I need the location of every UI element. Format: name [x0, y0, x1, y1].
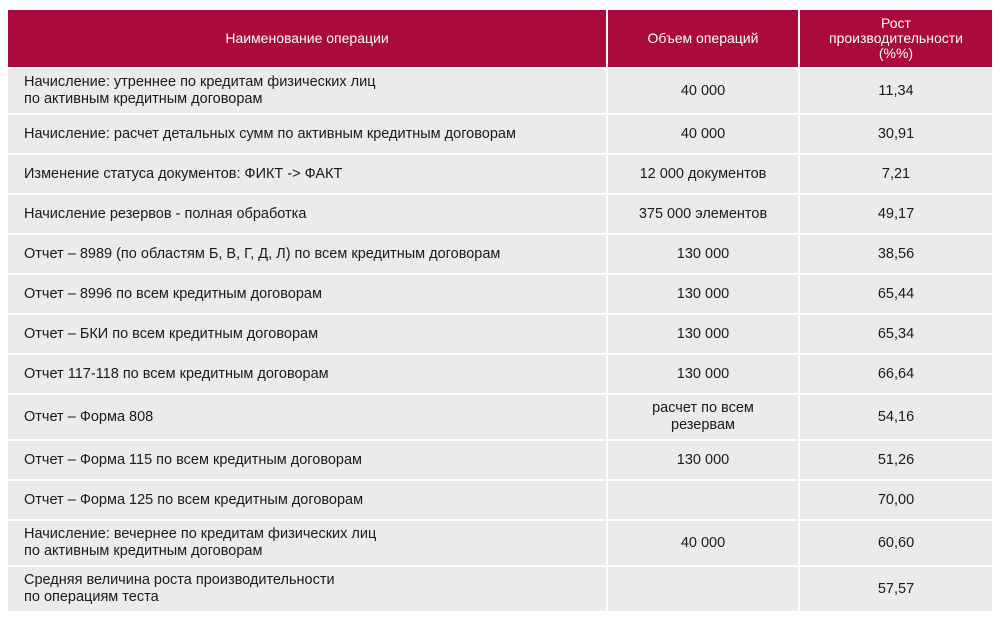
performance-growth-cell: 11,34 [800, 69, 992, 113]
operation-volume-cell: 40 000 [608, 521, 798, 565]
operation-volume-cell: 130 000 [608, 315, 798, 353]
table-row [8, 235, 992, 273]
operation-volume-cell: 130 000 [608, 441, 798, 479]
operation-volume-cell: 40 000 [608, 69, 798, 113]
performance-growth-cell: 60,60 [800, 521, 992, 565]
operation-name-cell: Отчет 117-118 по всем кредитным договорам [8, 355, 606, 393]
table-row [8, 195, 992, 233]
table-row [8, 395, 992, 439]
table-body [8, 69, 992, 611]
header-row [8, 10, 992, 67]
performance-growth-cell: 54,16 [800, 395, 992, 439]
operation-volume-cell: 130 000 [608, 235, 798, 273]
table-row [8, 115, 992, 153]
performance-growth-cell: 66,64 [800, 355, 992, 393]
performance-growth-cell: 65,34 [800, 315, 992, 353]
table-row [8, 355, 992, 393]
operation-volume-cell: 40 000 [608, 115, 798, 153]
header-growth-line2: производительности [829, 30, 963, 46]
operation-volume-cell: расчет по всем резервам [608, 395, 798, 439]
performance-growth-cell: 70,00 [800, 481, 992, 519]
operation-name-cell: Отчет – Форма 115 по всем кредитным договорам [8, 441, 606, 479]
performance-growth-cell: 65,44 [800, 275, 992, 313]
performance-growth-cell: 7,21 [800, 155, 992, 193]
operation-name-cell: Отчет – БКИ по всем кредитным договорам [8, 315, 606, 353]
header-operation-name: Наименование операции [8, 10, 606, 67]
header-performance-growth [800, 10, 992, 67]
table-row [8, 441, 992, 479]
table-row [8, 481, 992, 519]
operation-name-cell: Начисление резервов - полная обработка [8, 195, 606, 233]
header-operation-volume: Объем операций [608, 10, 798, 67]
performance-table-container [8, 10, 992, 613]
operation-name-cell: Отчет – Форма 808 [8, 395, 606, 439]
performance-growth-cell: 51,26 [800, 441, 992, 479]
operation-name-cell: Начисление: вечернее по кредитам физических лиц по активным кредитным договорам [8, 521, 606, 565]
operation-volume-cell [608, 567, 798, 611]
table-row [8, 275, 992, 313]
performance-table [6, 8, 994, 613]
performance-growth-cell: 30,91 [800, 115, 992, 153]
table-row [8, 567, 992, 611]
operation-name-cell: Изменение статуса документов: ФИКТ -> ФАКТ [8, 155, 606, 193]
table-row [8, 69, 992, 113]
operation-name-cell: Отчет – Форма 125 по всем кредитным договорам [8, 481, 606, 519]
header-growth-line1: Рост [881, 15, 911, 31]
operation-name-cell: Отчет – 8996 по всем кредитным договорам [8, 275, 606, 313]
operation-volume-cell: 12 000 документов [608, 155, 798, 193]
operation-name-cell: Отчет – 8989 (по областям Б, В, Г, Д, Л) по всем кредитным договорам [8, 235, 606, 273]
table-header [8, 10, 992, 67]
operation-volume-cell: 130 000 [608, 275, 798, 313]
performance-growth-cell: 49,17 [800, 195, 992, 233]
operation-volume-cell: 130 000 [608, 355, 798, 393]
operation-volume-cell: 375 000 элементов [608, 195, 798, 233]
performance-growth-cell: 38,56 [800, 235, 992, 273]
operation-name-cell: Средняя величина роста производительности по операциям теста [8, 567, 606, 611]
table-row [8, 521, 992, 565]
performance-growth-cell: 57,57 [800, 567, 992, 611]
operation-name-cell: Начисление: расчет детальных сумм по активным кредитным договорам [8, 115, 606, 153]
table-row [8, 155, 992, 193]
header-growth-line3: (%%) [878, 45, 914, 61]
table-row [8, 315, 992, 353]
operation-volume-cell [608, 481, 798, 519]
operation-name-cell: Начисление: утреннее по кредитам физических лиц по активным кредитным договорам [8, 69, 606, 113]
